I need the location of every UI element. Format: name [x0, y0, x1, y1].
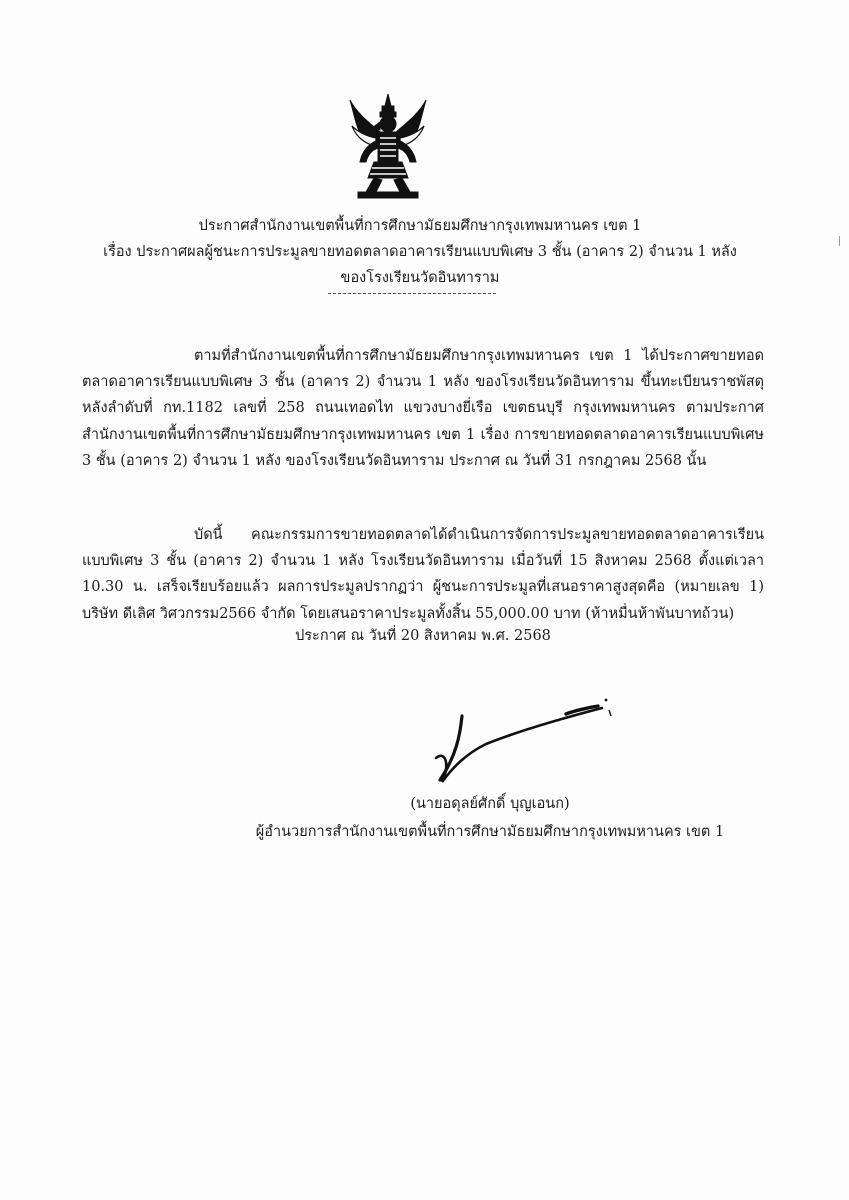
scan-artifact [839, 236, 844, 246]
body-paragraph-1 [82, 343, 764, 474]
garuda-emblem-icon [346, 92, 430, 200]
handwritten-signature [426, 696, 616, 790]
paragraph-1-text: ตามที่สำนักงานเขตพื้นที่การศึกษามัธยมศึกษากรุงเทพมหานคร เขต 1 ได้ประกาศขายทอดตลาดอาคารเรียนแบบพิเศษ 3 ชั้น (อาคาร 2) จำนวน 1 หลัง ของโรงเรียนวัดอินทาราม ขึ้นทะเบียนราชพัสดุ หลังลำดับที่ กท.1182 เลขที่ 258 ถนนเทอดไท แขวงบางยี่เรือ เขตธนบุรี กรุงเทพมหานคร ตามประกาศสำนักงานเขตพื้นที่การศึกษามัธยมศึกษากรุงเทพมหานคร เขต 1 เรื่อง การขายทอดตลาดอาคารเรียนแบบพิเศษ 3 ชั้น (อาคาร 2) จำนวน 1 หลัง ของโรงเรียนวัดอินทาราม ประกาศ ณ วันที่ 31 กรกฎาคม 2568 นั้น [82, 348, 764, 469]
signer-title: ผู้อำนวยการสำนักงานเขตพื้นที่การศึกษามัธยมศึกษากรุงเทพมหานคร เขต 1 [255, 824, 725, 840]
document-subject: เรื่อง ประกาศผลผู้ชนะการประมูลขายทอดตลาดอาคารเรียนแบบพิเศษ 3 ชั้น (อาคาร 2) จำนวน 1 หลัง [103, 244, 737, 260]
paragraph-2-text: บัดนี้ คณะกรรมการขายทอดตลาดได้ดำเนินการจัดการประมูลขายทอดตลาดอาคารเรียนแบบพิเศษ 3 ชั้น (อาคาร 2) จำนวน 1 หลัง โรงเรียนวัดอินทาราม เมื่อวันที่ 15 สิงหาคม 2568 ตั้งแต่เวลา 10.30 น. เสร็จเรียบร้อยแล้ว ผลการประมูลปรากฏว่า ผู้ชนะการประมูลที่เสนอราคาสูงสุดคือ (หมายเลข 1) บริษัท ดีเลิศ วิศวกรรม2566 จำกัด โดยเสนอราคาประมูลทั้งสิ้น 55,000.00 บาท (ห้าหมื่นห้าพันบาทถ้วน) [82, 527, 764, 622]
signer-name: (นายอดุลย์ศักดิ์ บุญเอนก) [410, 796, 570, 812]
document-heading: ประกาศสำนักงานเขตพื้นที่การศึกษามัธยมศึกษากรุงเทพมหานคร เขต 1 [198, 218, 642, 234]
announcement-date: ประกาศ ณ วันที่ 20 สิงหาคม พ.ศ. 2568 [295, 628, 551, 644]
heading-divider [328, 293, 496, 294]
document-subject-school: ของโรงเรียนวัดอินทาราม [340, 270, 500, 286]
body-paragraph-2 [82, 522, 764, 627]
